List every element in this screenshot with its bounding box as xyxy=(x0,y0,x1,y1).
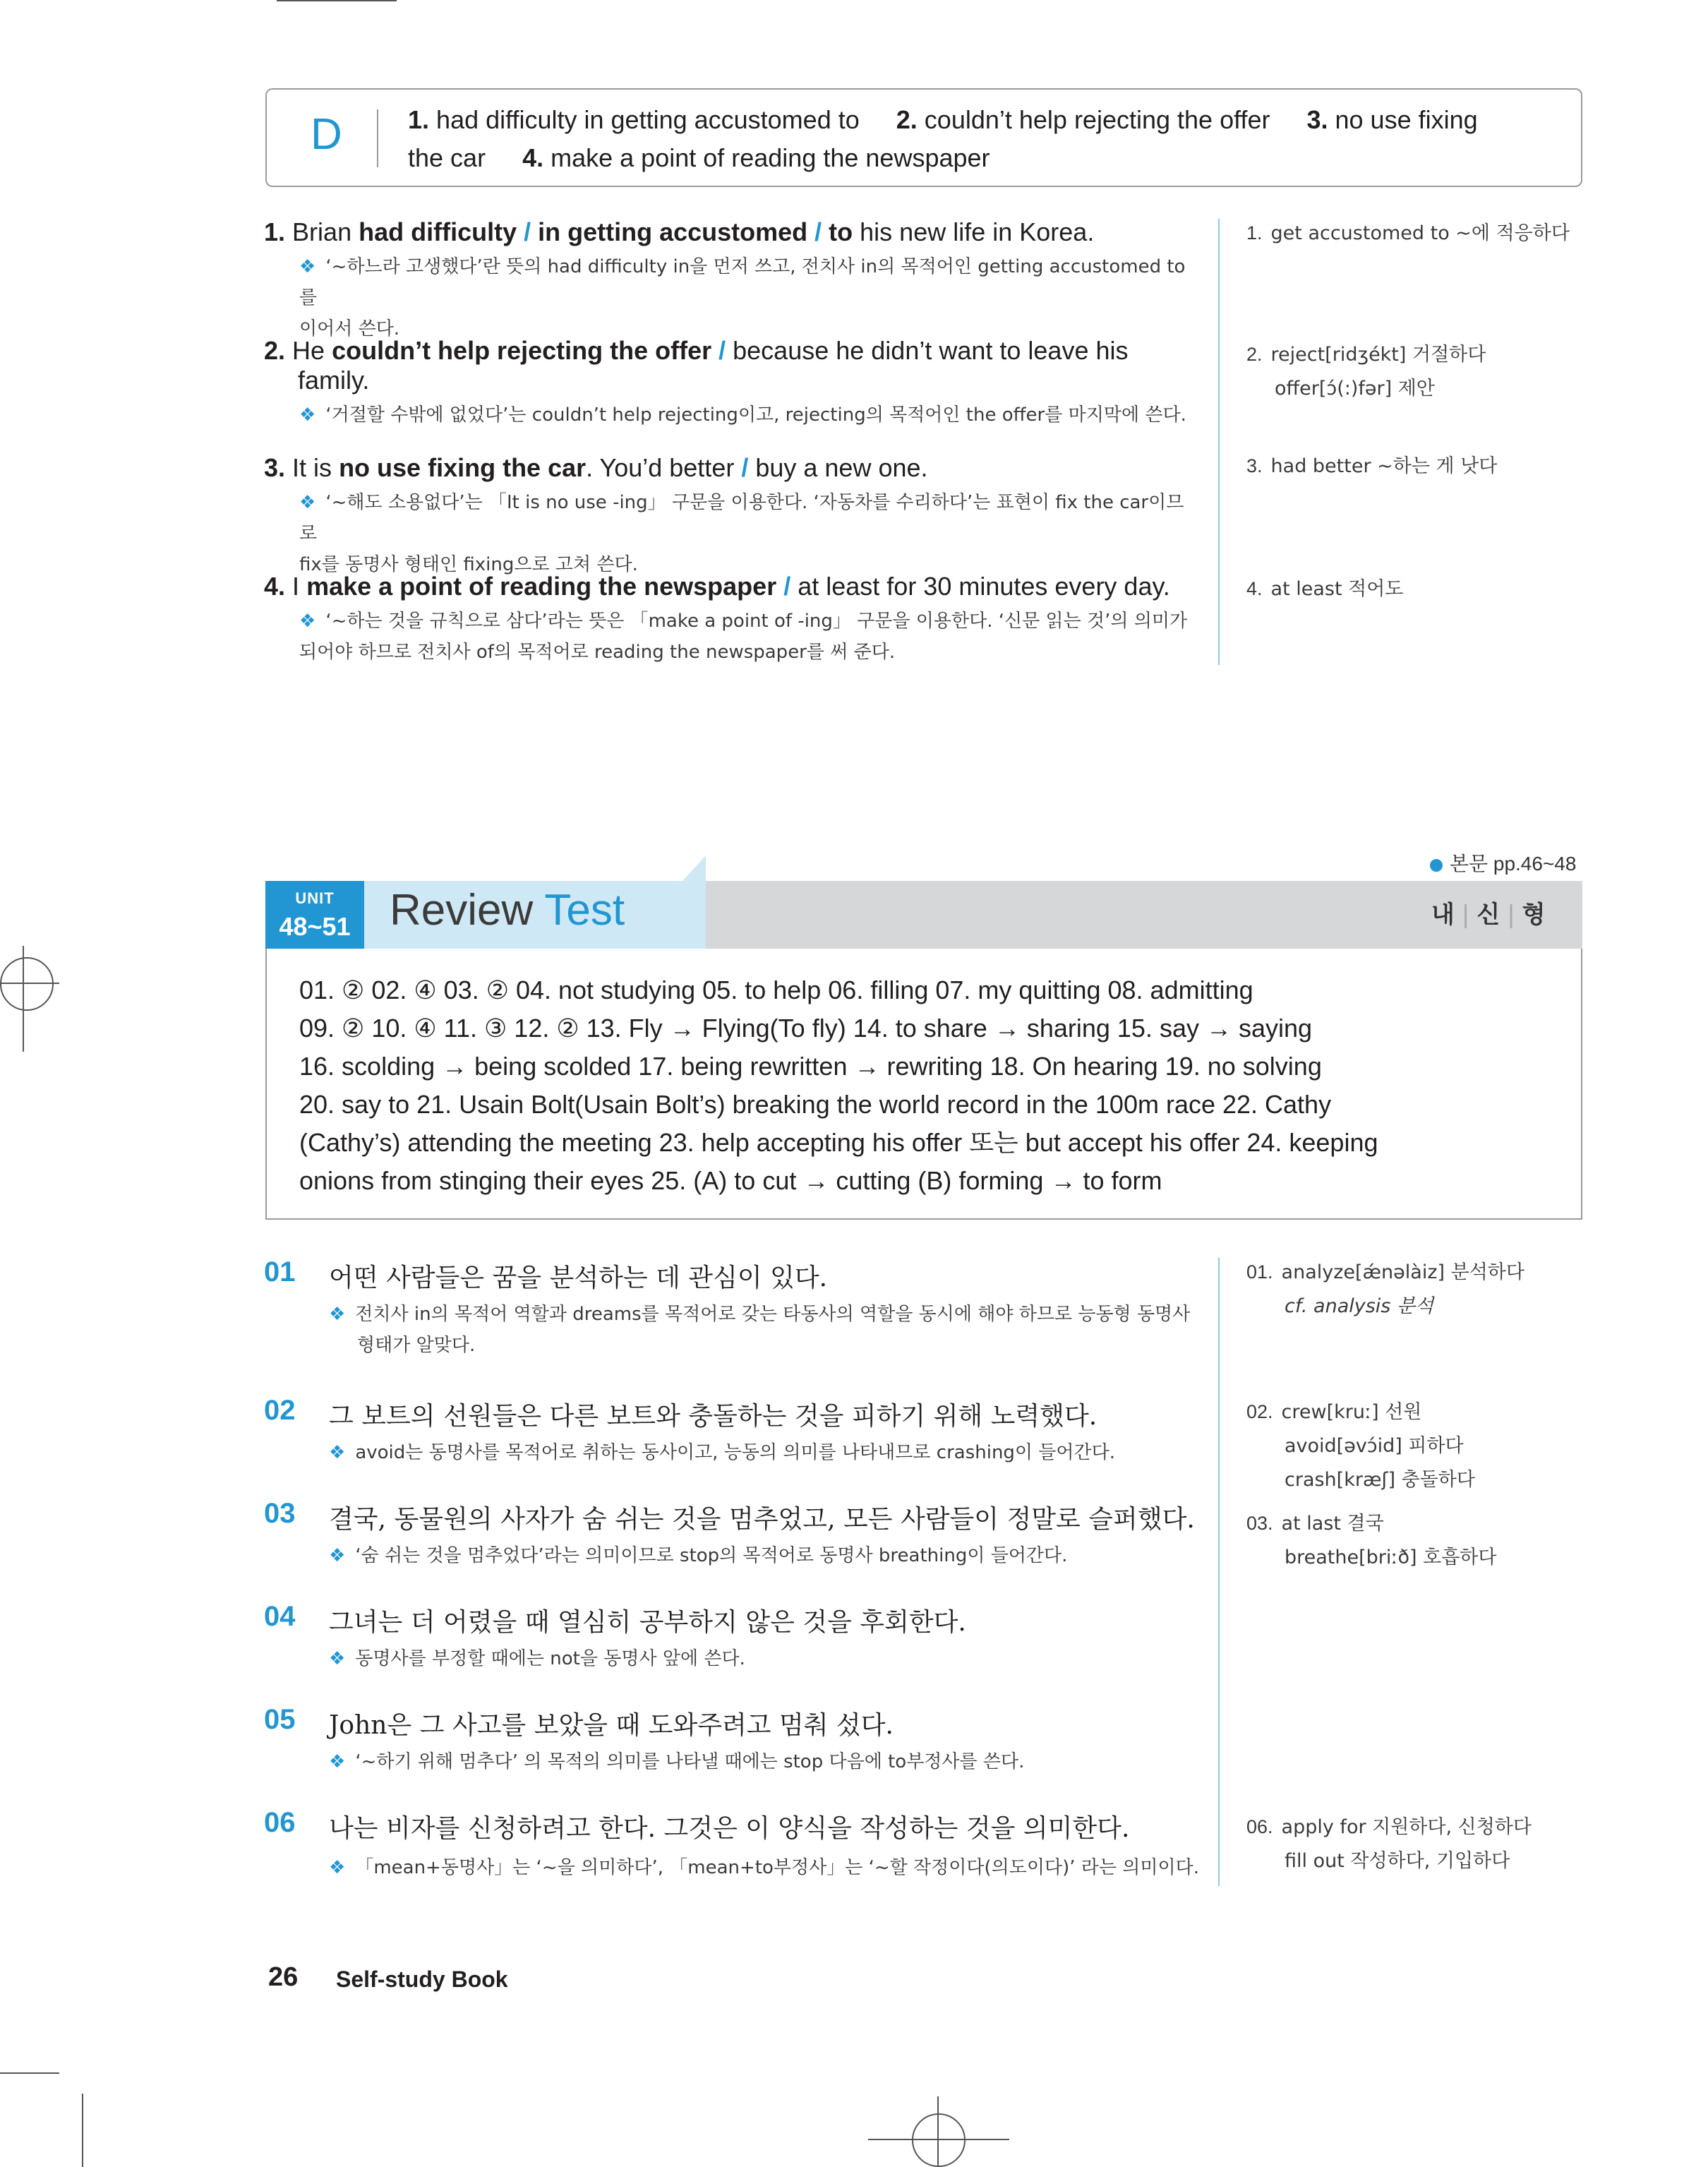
vocab-item: reject[ridʒékt] 거절하다 xyxy=(1270,344,1486,366)
text: make a point of reading the newspaper xyxy=(306,572,777,601)
diamond-icon: ❖ xyxy=(329,1648,346,1669)
crop-mark-bottom-left-h xyxy=(0,2072,59,2074)
slash: / xyxy=(741,453,749,482)
slash: / xyxy=(776,572,798,601)
answer-text: make a point of reading the newspaper xyxy=(551,143,990,172)
registration-circle-left xyxy=(0,957,54,1011)
question-num: 3. xyxy=(264,453,286,482)
text: to xyxy=(829,217,853,246)
d-question-1 xyxy=(264,217,1200,344)
explanation: fix를 동명사 형태인 fixing으로 고쳐 쓴다. xyxy=(299,554,638,575)
answer-line: 20. say to 21. Usain Bolt(Usain Bolt’s) breaking the world record in the 100m race 22. Cathy xyxy=(299,1090,1332,1119)
diamond-icon: ❖ xyxy=(329,1442,346,1463)
slash: / xyxy=(711,336,733,365)
answer-line: 01. ② 02. ④ 03. ② 04. not studying 05. to help 06. filling 07. my quitting 08. admitting xyxy=(299,976,1253,1004)
diamond-icon: ❖ xyxy=(299,492,316,513)
item-sentence: 그녀는 더 어렸을 때 열심히 공부하지 않은 것을 후회한다. xyxy=(329,1608,966,1637)
tag: 내 xyxy=(1431,901,1455,929)
d-question-4 xyxy=(264,572,1200,668)
item-sentence: John은 그 사고를 보았을 때 도와주려고 멈춰 섰다. xyxy=(329,1711,894,1740)
crop-mark-bottom-left-v xyxy=(82,2094,83,2167)
review-answer-box xyxy=(265,949,1582,1220)
answer-line: 09. ② 10. ④ 11. ③ 12. ② 13. Fly → Flying(To fly) 14. to share → sharing 15. say → saying xyxy=(299,1014,1313,1043)
column-divider xyxy=(1218,219,1220,665)
text: family. xyxy=(298,366,370,395)
diamond-icon: ❖ xyxy=(299,256,316,277)
page-number: 26 xyxy=(268,1962,299,1992)
review-vocab-02: 02. crew[kruː] 선원 avoid[əvɔ́id] 피하다 crash[kræʃ] 충돌하다 xyxy=(1246,1401,1475,1491)
text: couldn’t help rejecting the offer xyxy=(332,336,712,365)
item-explanation: ❖ 「mean+동명사」는 ‘~을 의미하다’, 「mean+to부정사」는 ‘~할 작정이다(의도이다)’ 라는 의미이다. xyxy=(329,1857,1199,1878)
answer-num: 4. xyxy=(522,143,544,172)
vocab-1: 1. get accustomed to ~에 적응하다 xyxy=(1246,222,1570,244)
item-explanation: ❖ ‘숨 쉬는 것을 멈추었다’라는 의미이므로 stop의 목적어로 동명사 breathing이 들어간다. xyxy=(329,1545,1068,1566)
answer-num: 2. xyxy=(896,105,918,134)
item-num: 01 xyxy=(264,1256,296,1287)
diamond-icon: ❖ xyxy=(329,1857,346,1878)
text: It is xyxy=(292,453,339,482)
answer-text: had difficulty in getting accustomed to xyxy=(436,105,860,134)
answer-line: (Cathy’s) attending the meeting 23. help accepting his offer 또는 but accept his offer 24. keeping xyxy=(299,1128,1378,1157)
divider xyxy=(377,109,378,167)
unit-badge xyxy=(265,881,364,949)
vocab-item: had better ~하는 게 낫다 xyxy=(1270,455,1498,477)
answer-text: couldn’t help rejecting the offer xyxy=(924,105,1270,134)
d-answer-box xyxy=(265,88,1582,187)
review-title xyxy=(390,885,625,935)
tag: 형 xyxy=(1522,901,1546,929)
answer-line: 16. scolding → being scolded 17. being rewritten → rewriting 18. On hearing 19. no solving xyxy=(299,1052,1322,1081)
answer-text: the car xyxy=(408,143,486,172)
review-answers xyxy=(299,971,1548,1200)
unit-label: UNIT xyxy=(295,889,335,907)
registration-circle-bottom xyxy=(912,2113,966,2167)
explanation: ‘~하는 것을 규칙으로 삼다’라는 뜻은 「make a point of -ing」 구문을 이용한다. ‘신문 읽는 것’의 의미가 xyxy=(325,611,1188,632)
text: because he didn’t want to leave his xyxy=(733,336,1129,365)
bullet-icon xyxy=(1430,859,1443,872)
d-question-3 xyxy=(264,453,1200,580)
item-num: 05 xyxy=(264,1704,296,1735)
vocab-4: 4. at least 적어도 xyxy=(1246,578,1404,600)
item-sentence: 어떤 사람들은 꿈을 분석하는 데 관심이 있다. xyxy=(329,1263,828,1292)
d-answers xyxy=(408,101,1565,177)
item-sentence: 그 보트의 선원들은 다른 보트와 충돌하는 것을 피하기 위해 노력했다. xyxy=(329,1402,1097,1431)
review-vocab-01: 01. analyze[ǽnəlàiz] 분석하다 cf. analysis 분석 xyxy=(1246,1261,1524,1317)
item-num: 06 xyxy=(264,1807,296,1838)
question-num: 1. xyxy=(264,217,286,246)
item-num: 02 xyxy=(264,1395,296,1426)
text: had difficulty xyxy=(359,217,517,246)
answer-text: no use fixing xyxy=(1335,105,1478,134)
book-title: Self-study Book xyxy=(336,1967,508,1992)
item-explanation: ❖ 전치사 in의 목적어 역할과 dreams를 목적어로 갖는 타동사의 역할을 동시에 해야 하므로 능동형 동명사 형태가 알맞다. xyxy=(329,1304,1191,1356)
vocab-3: 3. had better ~하는 게 낫다 xyxy=(1246,455,1498,477)
page-reference xyxy=(1430,848,1576,877)
title-part: Review xyxy=(390,886,534,935)
question-num: 4. xyxy=(264,572,286,601)
diamond-icon: ❖ xyxy=(299,404,316,426)
item-num: 03 xyxy=(264,1498,296,1529)
explanation: ‘~해도 소용없다’는 「It is no use -ing」 구문을 이용한다. ‘자동차를 수리하다’는 표현이 fix the car이므로 xyxy=(299,492,1184,544)
review-tags: 내 | 신 | 형 xyxy=(1431,901,1546,929)
text: his new life in Korea. xyxy=(853,217,1095,246)
crop-mark-top xyxy=(277,0,397,1)
diamond-icon: ❖ xyxy=(299,611,316,632)
answer-line: onions from stinging their eyes 25. (A) to cut → cutting (B) forming → to form xyxy=(299,1166,1162,1195)
slash: / xyxy=(517,217,539,246)
page-ref-text: 본문 pp.46~48 xyxy=(1450,853,1577,875)
item-sentence: 나는 비자를 신청하려고 한다. 그것은 이 양식을 작성하는 것을 의미한다. xyxy=(329,1814,1130,1843)
text: no use fixing the car xyxy=(339,453,587,482)
item-explanation: ❖ avoid는 동명사를 목적어로 취하는 동사이고, 능동의 의미를 나타내므로 crashing이 들어간다. xyxy=(329,1442,1116,1463)
answer-num: 1. xyxy=(408,105,430,134)
diamond-icon: ❖ xyxy=(329,1304,346,1325)
slash: / xyxy=(807,217,829,246)
text: I xyxy=(292,572,307,601)
text: . You’d better xyxy=(586,453,742,482)
text: in getting accustomed xyxy=(538,217,808,246)
column-divider xyxy=(1218,1258,1220,1886)
diamond-icon: ❖ xyxy=(329,1545,346,1566)
vocab-item: get accustomed to ~에 적응하다 xyxy=(1270,222,1570,244)
diamond-icon: ❖ xyxy=(329,1751,346,1772)
explanation: ‘거절할 수밖에 없었다’는 couldn’t help rejecting이고, rejecting의 목적어인 the offer를 마지막에 쓴다. xyxy=(325,404,1186,426)
d-question-2 xyxy=(264,336,1200,431)
text: buy a new one. xyxy=(748,453,928,482)
answer-num: 3. xyxy=(1306,105,1328,134)
review-vocab-03: 03. at last 결국 breathe[briːð] 호흡하다 xyxy=(1246,1513,1497,1568)
text: at least for 30 minutes every day. xyxy=(798,572,1170,601)
item-explanation: ❖ ‘~하기 위해 멈추다’ 의 목적의 의미를 나타낼 때에는 stop 다음에 to부정사를 쓴다. xyxy=(329,1751,1025,1772)
unit-range: 48~51 xyxy=(279,912,351,941)
item-explanation: ❖ 동명사를 부정할 때에는 not을 동명사 앞에 쓴다. xyxy=(329,1648,745,1669)
text: Brian xyxy=(292,217,359,246)
title-part: Test xyxy=(533,886,625,935)
vocab-2: 2. reject[ridʒékt] 거절하다 offer[ɔ́(:)fər] 제안 xyxy=(1246,344,1486,400)
vocab-item: at least 적어도 xyxy=(1270,578,1404,600)
item-sentence: 결국, 동물원의 사자가 숨 쉬는 것을 멈추었고, 모든 사람들이 정말로 슬퍼했다. xyxy=(329,1505,1195,1534)
tag: 신 xyxy=(1477,901,1500,929)
section-letter: D xyxy=(311,110,342,159)
explanation: 되어야 하므로 전치사 of의 목적어로 reading the newspaper를 써 준다. xyxy=(299,642,896,663)
vocab-item: offer[ɔ́(:)fər] 제안 xyxy=(1275,378,1435,400)
explanation: 이어서 쓴다. xyxy=(299,318,400,340)
text: He xyxy=(292,336,332,365)
question-num: 2. xyxy=(264,336,286,365)
item-num: 04 xyxy=(264,1601,296,1632)
review-vocab-06: 06. apply for 지원하다, 신청하다 fill out 작성하다, 기입하다 xyxy=(1246,1816,1532,1872)
explanation: ‘~하느라 고생했다’란 뜻의 had difficulty in을 먼저 쓰고, 전치사 in의 목적어인 getting accustomed to를 xyxy=(299,256,1186,308)
